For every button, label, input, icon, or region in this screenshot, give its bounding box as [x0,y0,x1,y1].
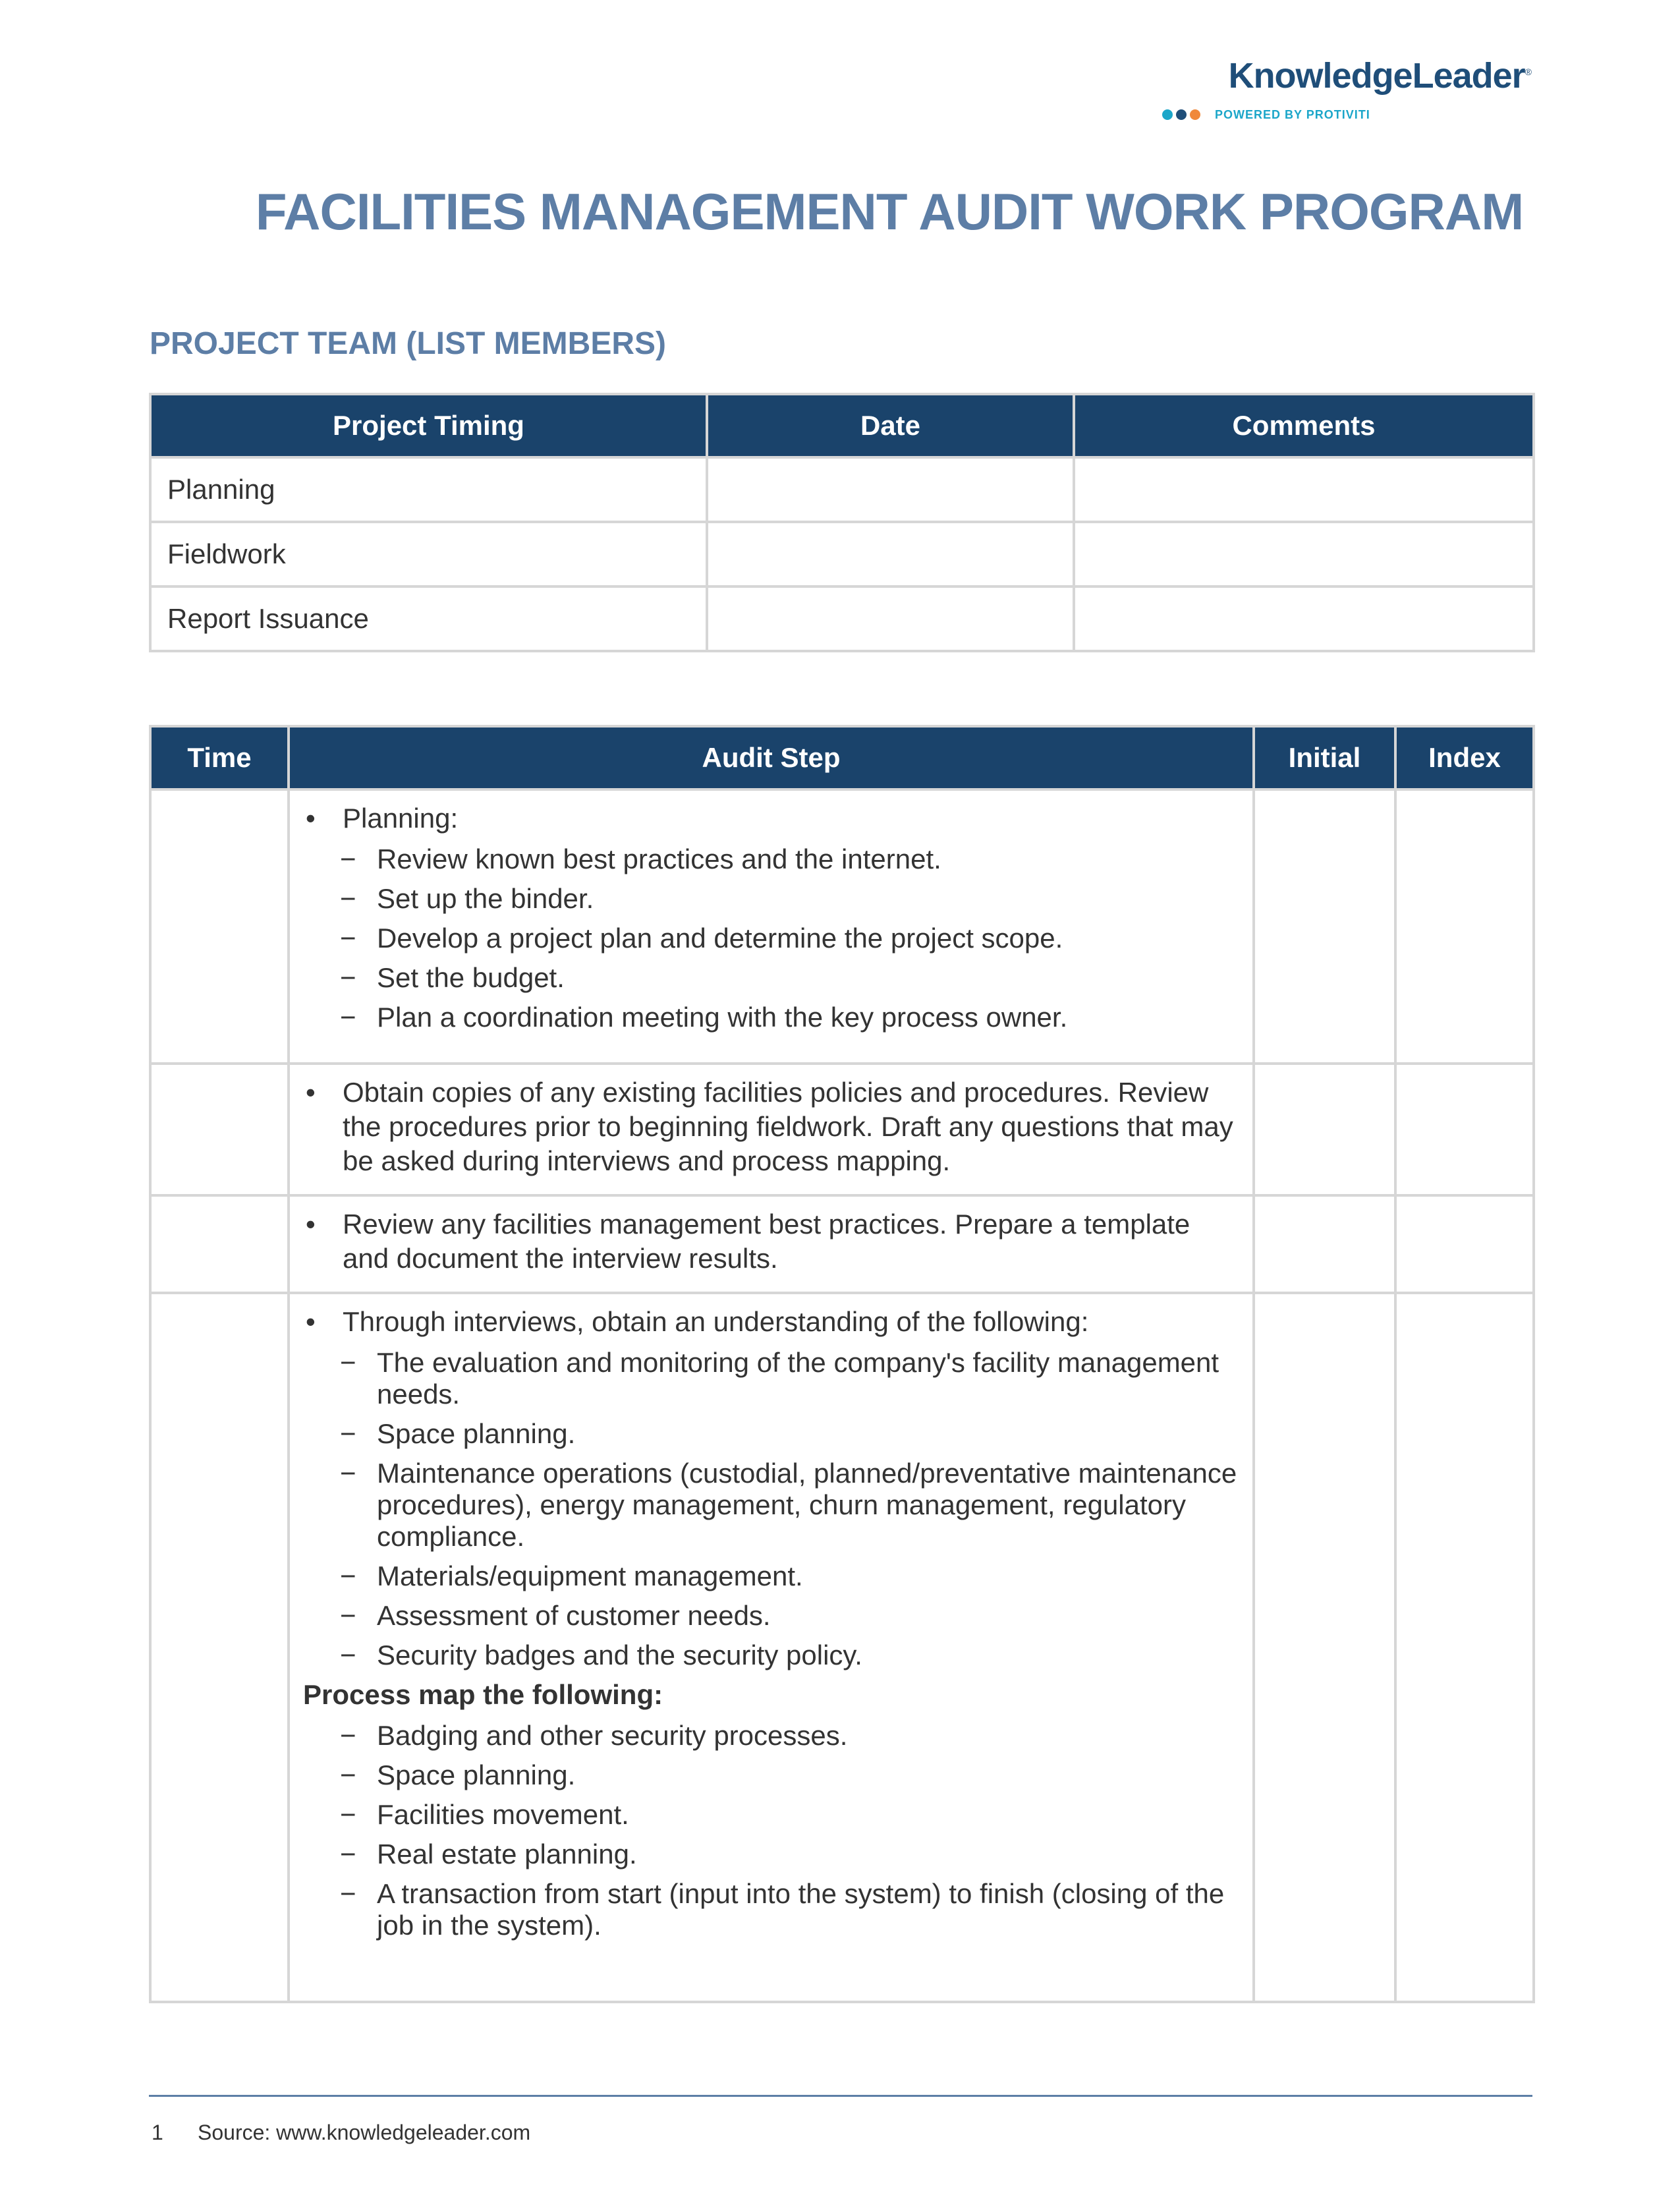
time-cell[interactable] [150,789,289,1064]
page-number: 1 [152,2121,163,2144]
header-comments: Comments [1074,394,1534,457]
timing-label-cell: Planning [150,457,707,522]
logo-powered-by: POWERED BY PROTIVITI [1215,108,1370,121]
index-cell[interactable] [1395,789,1534,1064]
dash-marker: − [340,1839,356,1869]
dash-marker: − [340,1799,356,1830]
table-row [150,586,1534,651]
source-text: Source: www.knowledgeleader.com [198,2121,531,2144]
logo-wordmark: KnowledgeLeader® [1228,56,1531,96]
bullet-marker: • [306,1306,316,1337]
table-row [150,522,1534,586]
list-item: • Review any facilities management best practices. Prepare a template and document the interview results. [303,1207,1239,1276]
sub-item: − Develop a project plan and determine the project scope. [340,923,1063,954]
initial-cell[interactable] [1254,1195,1395,1293]
list-item: • Obtain copies of any existing facilities policies and procedures. Review the procedures prior to beginning fieldwork. Draft any questions that may be asked during interviews and process mapping. [303,1075,1239,1178]
list-item: • Planning: [303,801,1239,836]
header-audit-step: Audit Step [289,726,1254,789]
sub-item: − Facilities movement. [340,1799,629,1830]
sub-item: − Maintenance operations (custodial, planned/preventative maintenance procedures), energy management, churn management, regulatory compliance. [340,1458,1237,1552]
table-row [150,1195,1534,1293]
index-cell[interactable] [1395,1064,1534,1195]
bullet-marker: • [306,1077,316,1108]
timing-header-row [150,394,1534,457]
sub-item: − Set up the binder. [340,883,594,914]
initial-cell[interactable] [1254,1064,1395,1195]
dash-marker: − [340,1600,356,1631]
table-row [150,457,1534,522]
bullet-marker: • [306,803,316,834]
logo-dot-2 [1176,109,1187,120]
time-cell[interactable] [150,1064,289,1195]
audit-step-cell [289,1064,1254,1195]
timing-label-cell: Fieldwork [150,522,707,586]
initial-cell[interactable] [1254,1293,1395,2002]
header-index: Index [1395,726,1534,789]
table-row [150,789,1534,1064]
time-cell[interactable] [150,1293,289,2002]
footer-divider [149,2095,1532,2097]
list-item: • Through interviews, obtain an understanding of the following: [303,1305,1239,1339]
sub-item: − A transaction from start (input into the system) to finish (closing of the job in the system). [340,1878,1225,1941]
header-date: Date [707,394,1074,457]
knowledgeleader-logo [1162,55,1531,128]
dash-marker: − [340,1720,356,1751]
header-project-timing: Project Timing [150,394,707,457]
index-cell[interactable] [1395,1293,1534,2002]
timing-date-cell[interactable] [707,586,1074,651]
audit-step-cell [289,1293,1254,2002]
sub-item: − Plan a coordination meeting with the key process owner. [340,1002,1068,1033]
table-row [150,1064,1534,1195]
dash-marker: − [340,1418,356,1449]
registered-mark: ® [1525,67,1531,77]
initial-cell[interactable] [1254,789,1395,1064]
dash-marker: − [340,1640,356,1670]
timing-date-cell[interactable] [707,522,1074,586]
dash-marker: − [340,1759,356,1790]
time-cell[interactable] [150,1195,289,1293]
timing-comments-cell[interactable] [1074,457,1534,522]
bullet-marker: • [306,1209,316,1240]
timing-comments-cell[interactable] [1074,586,1534,651]
dash-marker: − [340,1560,356,1591]
dash-marker: − [340,843,356,874]
logo-dot-1 [1162,109,1173,120]
sub-item: − Review known best practices and the internet. [340,843,941,874]
timing-comments-cell[interactable] [1074,522,1534,586]
header-time: Time [150,726,289,789]
dash-marker: − [340,1458,356,1489]
sub-item: − Badging and other security processes. [340,1720,848,1751]
timing-date-cell[interactable] [707,457,1074,522]
sub-item: − Assessment of customer needs. [340,1600,771,1631]
index-cell[interactable] [1395,1195,1534,1293]
document-title: FACILITIES MANAGEMENT AUDIT WORK PROGRAM [255,183,1524,241]
header-initial: Initial [1254,726,1395,789]
dash-marker: − [340,1002,356,1033]
timing-label-cell: Report Issuance [150,586,707,651]
sub-item: − Security badges and the security policy. [340,1640,862,1670]
sub-item: − Space planning. [340,1759,576,1790]
logo-dot-3 [1190,109,1200,120]
dash-marker: − [340,923,356,954]
sub-item: − Set the budget. [340,962,565,993]
table-row [150,1293,1534,2002]
logo-dots-icon [1162,109,1200,120]
section-title-project-team: PROJECT TEAM (LIST MEMBERS) [150,326,667,361]
dash-marker: − [340,1878,356,1909]
process-map-heading: Process map the following: [303,1679,663,1710]
dash-marker: − [340,883,356,914]
sub-item: − Materials/equipment management. [340,1560,803,1591]
audit-step-cell [289,789,1254,1064]
project-timing-table [149,393,1535,652]
audit-header-row [150,726,1534,789]
dash-marker: − [340,962,356,993]
sub-item: − Space planning. [340,1418,576,1449]
audit-steps-table [149,725,1535,2003]
sub-item: − Real estate planning. [340,1839,637,1869]
audit-step-cell [289,1195,1254,1293]
dash-marker: − [340,1347,356,1378]
sub-item: − The evaluation and monitoring of the company's facility management needs. [340,1347,1219,1410]
